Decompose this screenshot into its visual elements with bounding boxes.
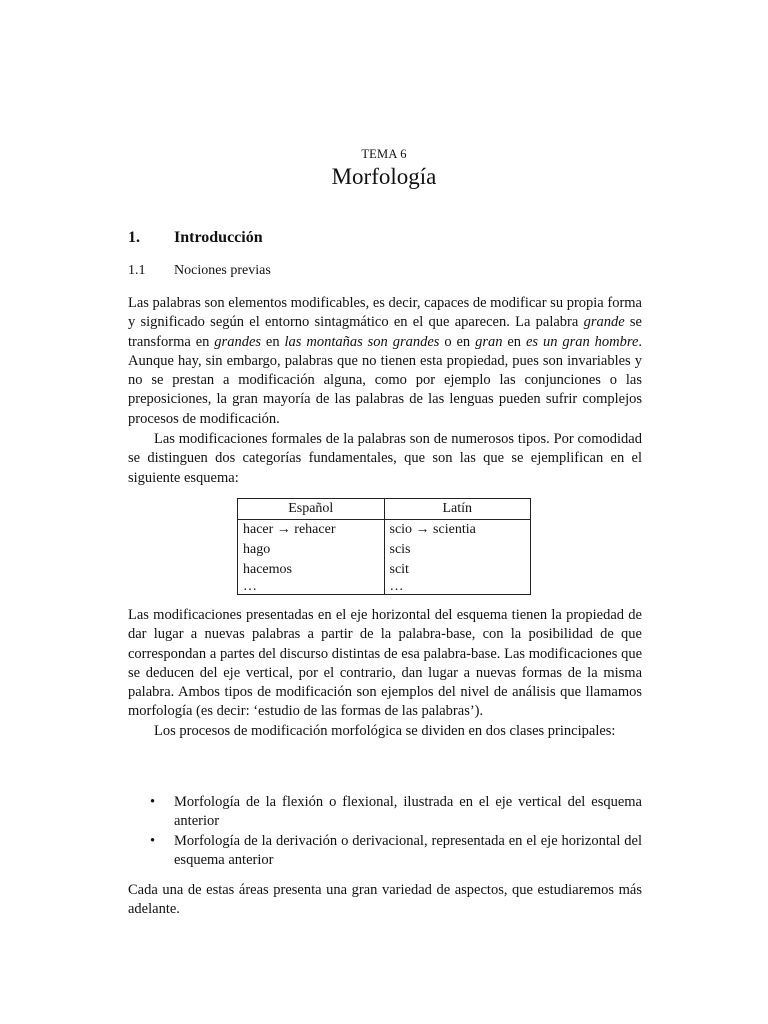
subsection-heading (128, 263, 642, 279)
table-cell: scio → scientia (384, 520, 531, 541)
table-row (238, 540, 531, 560)
italic-example: las montañas son grandes (284, 333, 440, 350)
table-cell: hago (238, 540, 385, 560)
text-run: o en (439, 333, 476, 350)
text-run: en (261, 333, 285, 350)
chapter-label: TEMA 6 (361, 147, 407, 161)
classes-paragraph: Los procesos de modificación morfológica se dividen en dos clases principales: (154, 722, 616, 739)
table-row (238, 580, 531, 595)
table-row (238, 560, 531, 580)
list-item-text: Morfología de la flexión o flexional, ilustrada en el eje vertical del esquema anterior (174, 794, 642, 830)
text-run: se transforma en (128, 314, 642, 350)
table-cell: hacer → rehacer (238, 520, 385, 541)
section-number: 1. (128, 229, 140, 246)
column-header-espanol: Español (238, 499, 385, 520)
table-cell: … (238, 580, 385, 595)
table-cell: hacemos (238, 560, 385, 580)
analysis-section (128, 606, 642, 741)
section-heading (128, 229, 642, 247)
table-header-row (238, 499, 531, 520)
bullet-icon: • (150, 794, 156, 810)
axes-paragraph: Las modificaciones presentadas en el eje horizontal del esquema tienen la propiedad de dar lugar a nuevas palabras a partir de la palabra-base, con la posibilidad de que correspondan a partes del discurso distintas de esa palabra-base. Las modificaciones que se deducen del eje vertical, por el contrario, dan lugar a nuevas formas de la misma palabra. Ambos tipos de modificación son ejemplos del nivel de análisis que llamamos morfología (es decir: ‘estudio de las formas de las palabras’). (128, 607, 642, 720)
text-run: Las palabras son elementos modificables, es decir, capaces de modificar su propia forma y significado según el entorno sintagmático en el que aparecen. La palabra (128, 295, 642, 331)
list-item (150, 793, 642, 832)
italic-example: es un gran hombre (525, 333, 639, 350)
table-row (238, 520, 531, 541)
classes-list (150, 793, 642, 870)
bullet-icon: • (150, 832, 156, 849)
closing-paragraph: Cada una de estas áreas presenta una gran variedad de aspectos, que estudiaremos más adelante. (128, 882, 642, 918)
intro-paragraph (128, 294, 642, 429)
text-run: en (502, 333, 526, 350)
table-cell: scis (384, 540, 531, 560)
list-item (150, 832, 642, 871)
subsection-number: 1.1 (128, 263, 146, 278)
table-cell: … (384, 580, 531, 595)
section-title: Introducción (174, 229, 263, 246)
italic-example: grandes (214, 333, 262, 350)
italic-example: gran (475, 333, 503, 350)
table-cell: scit (384, 560, 531, 580)
types-paragraph: Las modificaciones formales de la palabras son de numerosos tipos. Por comodidad se distinguen dos categorías fundamentales, que son las que se ejemplifican en el siguiente esquema: (128, 431, 642, 486)
column-header-latin: Latín (384, 499, 531, 520)
page-title: Morfología (331, 164, 437, 189)
text-run: . Aunque hay, sin embargo, palabras que no tienen esta propiedad, pues son invariables y no se prestan a modificación alguna, como por ejemplo las conjunciones o las preposiciones, la gran mayoría de las palabras de las lenguas pueden sufrir complejos procesos de modificación. (128, 333, 643, 427)
scheme-table (237, 498, 531, 595)
list-item-text: Morfología de la derivación o derivacional, representada en el eje horizontal del esquema anterior (174, 832, 642, 868)
italic-example: grande (583, 314, 625, 331)
subsection-title: Nociones previas (174, 263, 271, 278)
